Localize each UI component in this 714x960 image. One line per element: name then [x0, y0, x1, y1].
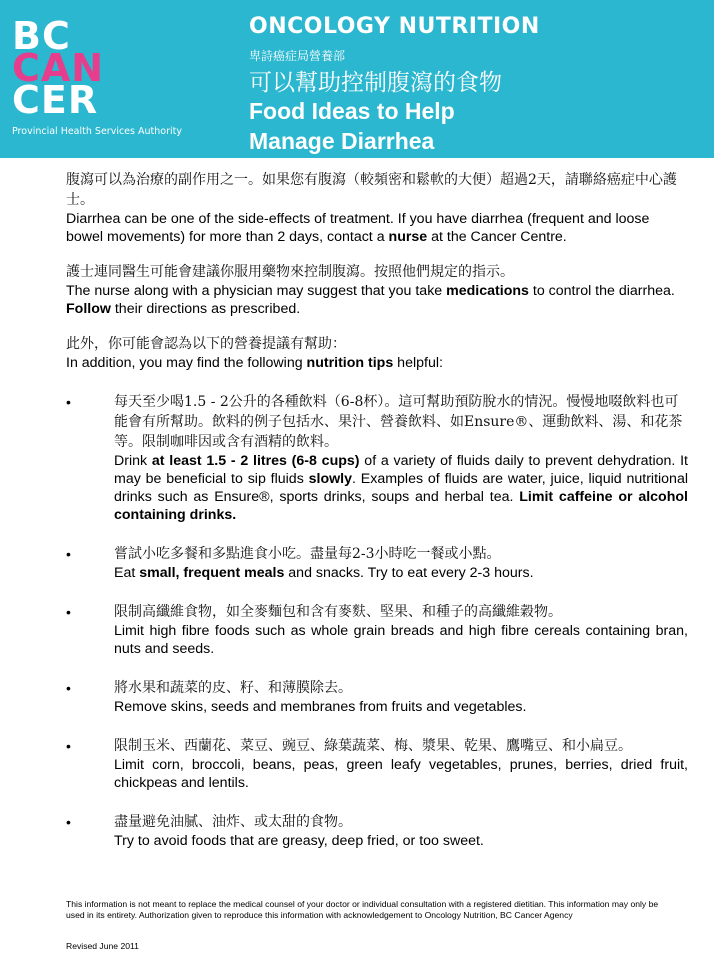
- intro-en-bold: nurse: [388, 229, 428, 245]
- tip-en-b: small, frequent meals: [139, 565, 285, 581]
- list-item: [66, 812, 688, 850]
- logo-line-bc: BC: [12, 14, 71, 58]
- meds-en-b: medications: [446, 283, 529, 299]
- tip-en-a: Drink: [114, 453, 152, 469]
- logo-line-cer: CER: [12, 78, 99, 122]
- tip-en-e: . Examples of fluids are water, juice, liquid nutritional drinks such as Ensure®, sports drinks, soups and herbal tea.: [114, 471, 688, 505]
- header-title-en-line2: Manage Diarrhea: [249, 128, 435, 154]
- medications-en: [66, 282, 688, 318]
- medications-zh: 護士連同醫生可能會建議你服用藥物來控制腹瀉。按照他們規定的指示。: [66, 264, 514, 280]
- list-item: [66, 602, 688, 658]
- tips-en-a: In addition, you may find the following: [66, 355, 307, 371]
- tips-intro-paragraph: [66, 334, 688, 372]
- tip-en: Remove skins, seeds and membranes from fruits and vegetables.: [114, 699, 527, 715]
- tip-en-c: and snacks. Try to eat every 2-3 hours.: [284, 565, 534, 581]
- tip-en-a: Eat: [114, 565, 140, 581]
- revised-date: Revised June 2011: [66, 941, 139, 951]
- list-item: [66, 392, 688, 524]
- bullet-icon: •: [66, 680, 71, 696]
- tips-en-b: nutrition tips: [306, 355, 394, 371]
- document-body: [66, 170, 688, 870]
- disclaimer: This information is not meant to replace the medical counsel of your doctor or individual consultation with a registered dietitian. This information may only be used in its entirety. Authorization given to reproduce this information with acknowledgement to Oncology Nutrition, BC Cancer Agency: [66, 899, 659, 920]
- intro-zh: 腹瀉可以為治療的副作用之一。如果您有腹瀉（較頻密和鬆軟的大便）超過2天，請聯絡癌症中心護士。: [66, 172, 677, 208]
- meds-en-e: their directions as prescribed.: [110, 301, 301, 317]
- list-item: [66, 544, 688, 582]
- intro-paragraph: [66, 170, 688, 246]
- tip-en-b: at least 1.5 - 2 litres (6-8 cups): [151, 453, 360, 469]
- tip-en-c: of a variety of fluids daily to prevent dehydration. It may be beneficial to sip fluids: [114, 453, 688, 487]
- nutrition-tips-list: [66, 392, 688, 850]
- tip-zh: 將水果和蔬菜的皮、籽、和薄膜除去。: [114, 680, 352, 696]
- header-banner: [0, 0, 714, 158]
- authority-label: Provincial Health Services Authority: [12, 126, 182, 137]
- bullet-icon: •: [66, 604, 71, 620]
- tip-en: [114, 452, 688, 524]
- bullet-icon: •: [66, 814, 71, 830]
- logo-line-can: CAN: [12, 46, 105, 90]
- header-title: ONCOLOGY NUTRITION: [249, 14, 540, 39]
- tip-zh: 盡量避免油膩、油炸、或太甜的食物。: [114, 814, 352, 830]
- meds-en-c: to control the diarrhea.: [528, 283, 675, 299]
- intro-en-end: at the Cancer Centre.: [427, 229, 567, 245]
- tip-en: Try to avoid foods that are greasy, deep fried, or too sweet.: [114, 833, 484, 849]
- intro-en-text: Diarrhea can be one of the side-effects of treatment. If you have diarrhea (frequent and loose bowel movements) for more than 2 days, contact a: [66, 211, 650, 245]
- tip-en: [114, 564, 688, 582]
- tips-en-c: helpful:: [393, 355, 443, 371]
- header-title-zh: 可以幫助控制腹瀉的食物: [249, 70, 502, 96]
- header-title-en: [249, 96, 455, 156]
- tips-intro-zh: 此外，你可能會認為以下的營養提議有幫助：: [66, 336, 346, 352]
- list-item: [66, 678, 688, 716]
- tip-en-f: Limit caffeine or alcohol containing drinks.: [114, 489, 689, 523]
- meds-en-a: The nurse along with a physician may suggest that you take: [66, 283, 447, 299]
- bullet-icon: •: [66, 394, 71, 410]
- list-item: [66, 736, 688, 792]
- tip-en: Limit corn, broccoli, beans, peas, green leafy vegetables, prunes, berries, dried fruit, chickpeas and lentils.: [114, 757, 688, 791]
- bullet-icon: •: [66, 546, 71, 562]
- bullet-icon: •: [66, 738, 71, 754]
- header-dept-zh: 卑詩癌症局營養部: [249, 49, 346, 63]
- meds-en-d: Follow: [66, 301, 111, 317]
- intro-en: [66, 210, 688, 246]
- tip-zh: 嘗試小吃多餐和多點進食小吃。盡量每2-3小時吃一餐或小點。: [114, 546, 501, 562]
- tip-zh: 每天至少喝1.5 - 2公升的各種飲料（6-8杯）。這可幫助預防脫水的情況。慢慢地啜飲料也可能會有所幫助。飲料的例子包括水、果汁、營養飲料、如Ensure®、運動飲料、湯、和花茶等。限制咖啡因或含有酒精的飲料。: [114, 394, 683, 450]
- tips-intro-en: [66, 354, 688, 372]
- bc-cancer-logo: [12, 14, 132, 122]
- tip-en: Limit high fibre foods such as whole grain breads and high fibre cereals containing bran, nuts and seeds.: [114, 623, 688, 657]
- header-title-en-line1: Food Ideas to Help: [249, 98, 455, 124]
- tip-zh: 限制高纖維食物，如全麥麵包和含有麥麩、堅果、和種子的高纖維穀物。: [114, 604, 562, 620]
- medications-paragraph: [66, 262, 688, 318]
- tip-en-d: slowly: [308, 471, 352, 487]
- tip-zh: 限制玉米、西蘭花、菜豆、豌豆、綠葉蔬菜、梅、漿果、乾果、鷹嘴豆、和小扁豆。: [114, 738, 632, 754]
